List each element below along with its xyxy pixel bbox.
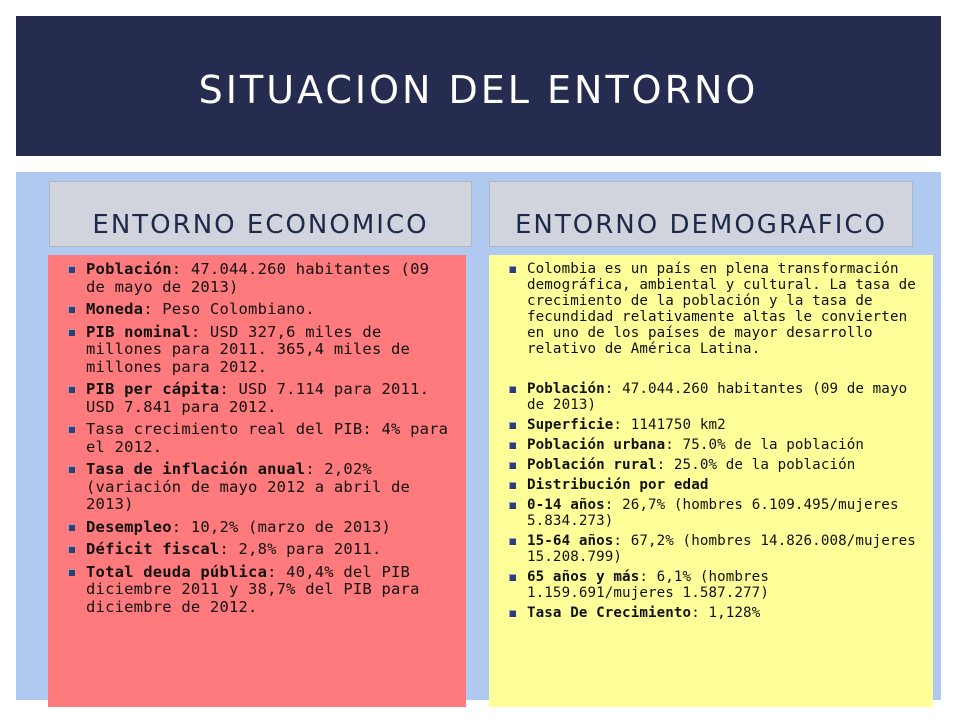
demografico-item-label: Población rural <box>527 457 657 473</box>
demografico-intro-text: Colombia es un país en plena transformación demográfica, ambiental y cultural. La tasa de crecimiento de la población y la tasa de fecundidad relativamente altas le convierten en uno de los países de mayor desarrollo relativo de América Latina. <box>527 261 916 357</box>
demografico-item-text: : 75.0% de la población <box>665 437 865 453</box>
demografico-item <box>509 381 923 413</box>
demografico-item-text: : 1141750 km2 <box>613 417 726 433</box>
economico-item-text: : 10,2% (marzo de 2013) <box>171 517 392 536</box>
economico-item-label: Moneda <box>86 300 144 318</box>
economico-item-label: Total deuda pública <box>86 562 268 581</box>
demografico-header-label: ENTORNO DEMOGRAFICO <box>514 210 887 240</box>
economico-item-label: Desempleo <box>86 517 172 536</box>
square-bullet-icon <box>68 524 75 531</box>
square-bullet-icon <box>68 426 75 433</box>
economico-item-text: : USD 7.114 para 2011. USD 7.841 para 2012. <box>86 380 430 416</box>
demografico-item-text: : 1,128% <box>691 605 761 621</box>
square-bullet-icon <box>509 462 516 469</box>
economico-item-text: : USD 327,6 miles de millones para 2011. 365,4 miles de millones para 2012. <box>86 322 411 376</box>
demografico-item <box>509 417 923 433</box>
economico-item <box>68 421 454 456</box>
demografico-item <box>509 497 923 529</box>
demografico-item <box>509 569 923 601</box>
demografico-item <box>509 477 923 493</box>
square-bullet-icon <box>68 466 75 473</box>
economico-item <box>68 519 454 537</box>
demografico-item-label: Población <box>527 381 605 397</box>
economico-list <box>68 261 454 616</box>
square-bullet-icon <box>509 610 516 617</box>
demografico-header <box>489 181 913 247</box>
economico-header-label: ENTORNO ECONOMICO <box>92 210 429 240</box>
square-bullet-icon <box>509 482 516 489</box>
demografico-item-label: Superficie <box>527 417 614 433</box>
demografico-item <box>509 533 923 565</box>
demografico-item-text: : 67,2% (hombres 14.826.008/mujeres 15.208.799) <box>527 533 916 565</box>
economico-item-label: Población <box>86 260 172 278</box>
square-bullet-icon <box>509 266 516 273</box>
demografico-item-label: Distribución por edad <box>527 477 709 493</box>
economico-item-text: : Peso Colombiano. <box>143 300 315 318</box>
demografico-item-text: : 25.0% de la población <box>656 457 856 473</box>
demografico-item-label: 0-14 años <box>527 497 605 513</box>
square-bullet-icon <box>509 538 516 545</box>
economico-item-label: Tasa de inflación anual <box>86 460 306 478</box>
economico-item <box>68 541 454 559</box>
demografico-item-label: Tasa De Crecimiento <box>527 605 692 621</box>
economico-item <box>68 461 454 514</box>
economico-item-label: Déficit fiscal <box>86 540 220 558</box>
economico-header <box>49 181 472 247</box>
economico-item-text: : 2,8% para 2011. <box>219 540 382 558</box>
economico-item <box>68 564 454 617</box>
square-bullet-icon <box>68 386 75 393</box>
economico-panel <box>48 255 466 707</box>
economico-item <box>68 324 454 377</box>
square-bullet-icon <box>68 546 75 553</box>
demografico-item-text: : 26,7% (hombres 6.109.495/mujeres 5.834.273) <box>527 497 899 529</box>
demografico-item-text: : 47.044.260 habitantes (09 de mayo de 2013) <box>527 381 908 413</box>
demografico-intro-item <box>509 261 923 357</box>
demografico-item-label: 15-64 años <box>527 533 614 549</box>
demografico-item-label: 65 años y más <box>527 569 640 585</box>
economico-item <box>68 381 454 416</box>
demografico-item <box>509 605 923 621</box>
demografico-item <box>509 457 923 473</box>
square-bullet-icon <box>509 442 516 449</box>
square-bullet-icon <box>509 386 516 393</box>
slide-title: SITUACION DEL ENTORNO <box>198 68 759 112</box>
demografico-list <box>509 261 923 621</box>
title-band <box>16 16 941 156</box>
economico-item-text: : 2,02% (variación de mayo 2012 a abril de 2013) <box>86 460 411 513</box>
economico-item-label: PIB per cápita <box>86 380 220 398</box>
demografico-item-label: Población urbana <box>527 437 666 453</box>
economico-item-label: PIB nominal <box>86 322 191 341</box>
square-bullet-icon <box>68 266 75 273</box>
square-bullet-icon <box>509 502 516 509</box>
demografico-item-text: : 6,1% (hombres 1.159.691/mujeres 1.587.277) <box>527 569 769 601</box>
square-bullet-icon <box>68 306 75 313</box>
economico-item-text: : 47.044.260 habitantes (09 de mayo de 2013) <box>86 260 430 296</box>
economico-item-text: : 40,4% del PIB diciembre 2011 y 38,7% del PIB para diciembre de 2012. <box>86 562 420 616</box>
square-bullet-icon <box>509 422 516 429</box>
economico-item-text: Tasa crecimiento real del PIB: 4% para el 2012. <box>86 420 449 456</box>
demografico-item <box>509 437 923 453</box>
square-bullet-icon <box>68 329 75 336</box>
square-bullet-icon <box>509 574 516 581</box>
economico-item <box>68 261 454 296</box>
economico-item <box>68 301 454 319</box>
demografico-panel <box>489 255 933 707</box>
square-bullet-icon <box>68 569 75 576</box>
